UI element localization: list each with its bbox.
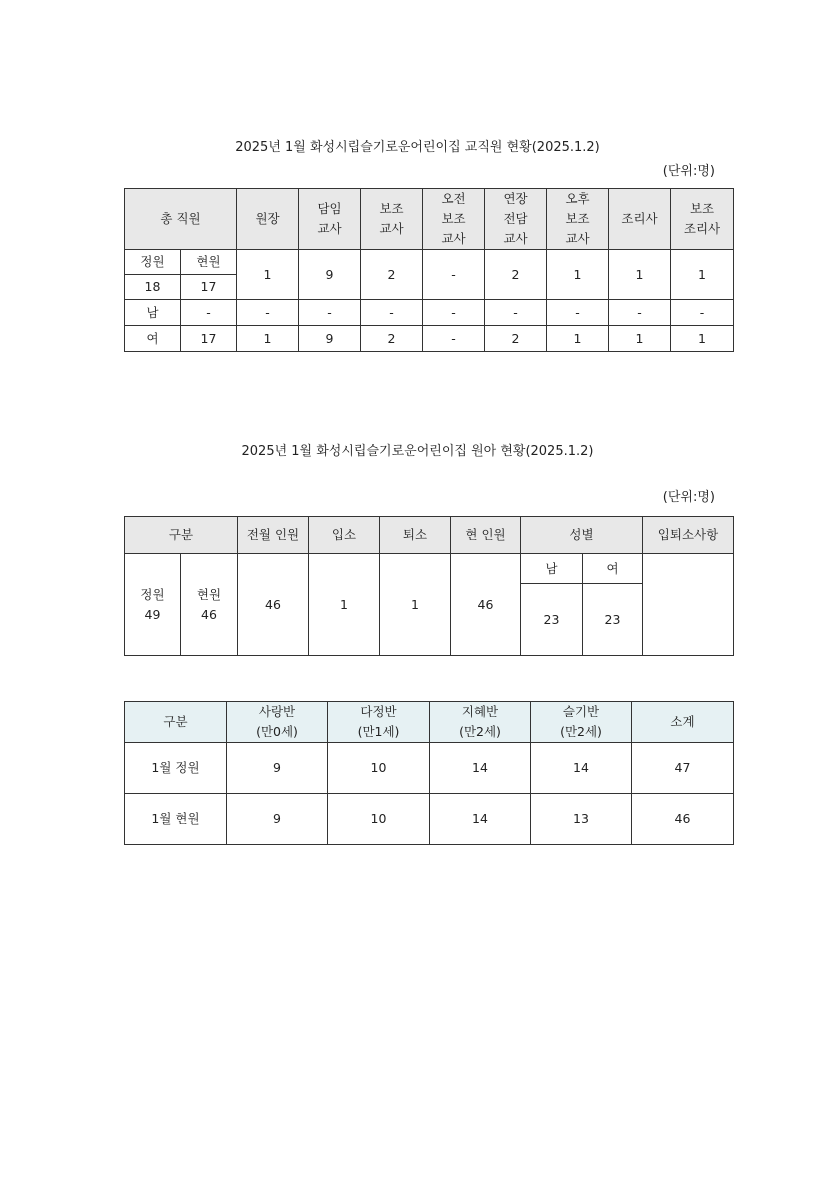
header-class-seulgi: 슬기반 (만2세) — [531, 702, 632, 743]
female-afternoon: 1 — [547, 326, 609, 352]
table-row — [125, 743, 734, 794]
total-morning: - — [423, 250, 485, 300]
header-current: 현 인원 — [451, 517, 521, 554]
children-table — [124, 516, 734, 656]
header-class-jihye: 지혜반 (만2세) — [430, 702, 531, 743]
header-morning-assistant: 오전 보조 교사 — [423, 189, 485, 250]
header-class-dajeong: 다정반 (만1세) — [328, 702, 430, 743]
female-morning: - — [423, 326, 485, 352]
female-label: 여 — [125, 326, 181, 352]
total-homeroom: 9 — [299, 250, 361, 300]
total-director: 1 — [237, 250, 299, 300]
table-row — [125, 794, 734, 845]
header-class-sarang: 사랑반 (만0세) — [227, 702, 328, 743]
children-quota: 정원 49 — [125, 554, 181, 656]
current-total-value: 46 — [451, 554, 521, 656]
leave-value: 1 — [380, 554, 451, 656]
cell-value: 10 — [328, 794, 430, 845]
row-label: 1월 정원 — [125, 743, 227, 794]
staff-table — [124, 188, 734, 352]
male-current: - — [181, 300, 237, 326]
header-assistant-cook: 보조 조리사 — [671, 189, 734, 250]
prev-month-value: 46 — [238, 554, 309, 656]
children-title: 2025년 1월 화성시립슬기로운어린이집 원아 현황(2025.1.2) — [241, 444, 594, 459]
quota-label: 정원 — [125, 250, 181, 275]
total-cook: 1 — [609, 250, 671, 300]
female-current: 17 — [181, 326, 237, 352]
female-cook: 1 — [609, 326, 671, 352]
children-current-count: 현원 46 — [181, 554, 238, 656]
female-header: 여 — [583, 554, 643, 584]
classes-table — [124, 701, 734, 845]
header-notes: 입퇴소사항 — [643, 517, 734, 554]
female-homeroom: 9 — [299, 326, 361, 352]
female-assistant-cook: 1 — [671, 326, 734, 352]
total-assistant: 2 — [361, 250, 423, 300]
male-afternoon: - — [547, 300, 609, 326]
male-label: 남 — [125, 300, 181, 326]
quota-value: 18 — [125, 275, 181, 300]
cell-value: 14 — [430, 743, 531, 794]
header-homeroom-teacher: 담임 교사 — [299, 189, 361, 250]
cell-value: 13 — [531, 794, 632, 845]
total-afternoon: 1 — [547, 250, 609, 300]
classes-header-category: 구분 — [125, 702, 227, 743]
notes-value — [643, 554, 734, 656]
male-extended: - — [485, 300, 547, 326]
male-assistant: - — [361, 300, 423, 326]
header-cook: 조리사 — [609, 189, 671, 250]
header-gender: 성별 — [521, 517, 643, 554]
current-value: 17 — [181, 275, 237, 300]
male-header: 남 — [521, 554, 583, 584]
male-morning: - — [423, 300, 485, 326]
header-director: 원장 — [237, 189, 299, 250]
header-category: 구분 — [125, 517, 238, 554]
header-subtotal: 소계 — [632, 702, 734, 743]
cell-value: 47 — [632, 743, 734, 794]
female-assistant: 2 — [361, 326, 423, 352]
header-enroll: 입소 — [309, 517, 380, 554]
male-value: 23 — [521, 584, 583, 656]
header-prev-month: 전월 인원 — [238, 517, 309, 554]
staff-unit: (단위:명) — [662, 164, 715, 179]
header-afternoon-assistant: 오후 보조 교사 — [547, 189, 609, 250]
cell-value: 9 — [227, 743, 328, 794]
header-total-staff: 총 직원 — [125, 189, 237, 250]
male-homeroom: - — [299, 300, 361, 326]
row-label: 1월 현원 — [125, 794, 227, 845]
total-assistant-cook: 1 — [671, 250, 734, 300]
female-extended: 2 — [485, 326, 547, 352]
male-director: - — [237, 300, 299, 326]
cell-value: 14 — [430, 794, 531, 845]
children-unit: (단위:명) — [662, 490, 715, 505]
header-extended-teacher: 연장 전담 교사 — [485, 189, 547, 250]
current-label: 현원 — [181, 250, 237, 275]
female-director: 1 — [237, 326, 299, 352]
cell-value: 9 — [227, 794, 328, 845]
header-leave: 퇴소 — [380, 517, 451, 554]
cell-value: 10 — [328, 743, 430, 794]
header-assistant-teacher: 보조 교사 — [361, 189, 423, 250]
male-assistant-cook: - — [671, 300, 734, 326]
staff-title: 2025년 1월 화성시립슬기로운어린이집 교직원 현황(2025.1.2) — [235, 140, 600, 155]
male-cook: - — [609, 300, 671, 326]
cell-value: 46 — [632, 794, 734, 845]
enroll-value: 1 — [309, 554, 380, 656]
female-value: 23 — [583, 584, 643, 656]
total-extended: 2 — [485, 250, 547, 300]
cell-value: 14 — [531, 743, 632, 794]
